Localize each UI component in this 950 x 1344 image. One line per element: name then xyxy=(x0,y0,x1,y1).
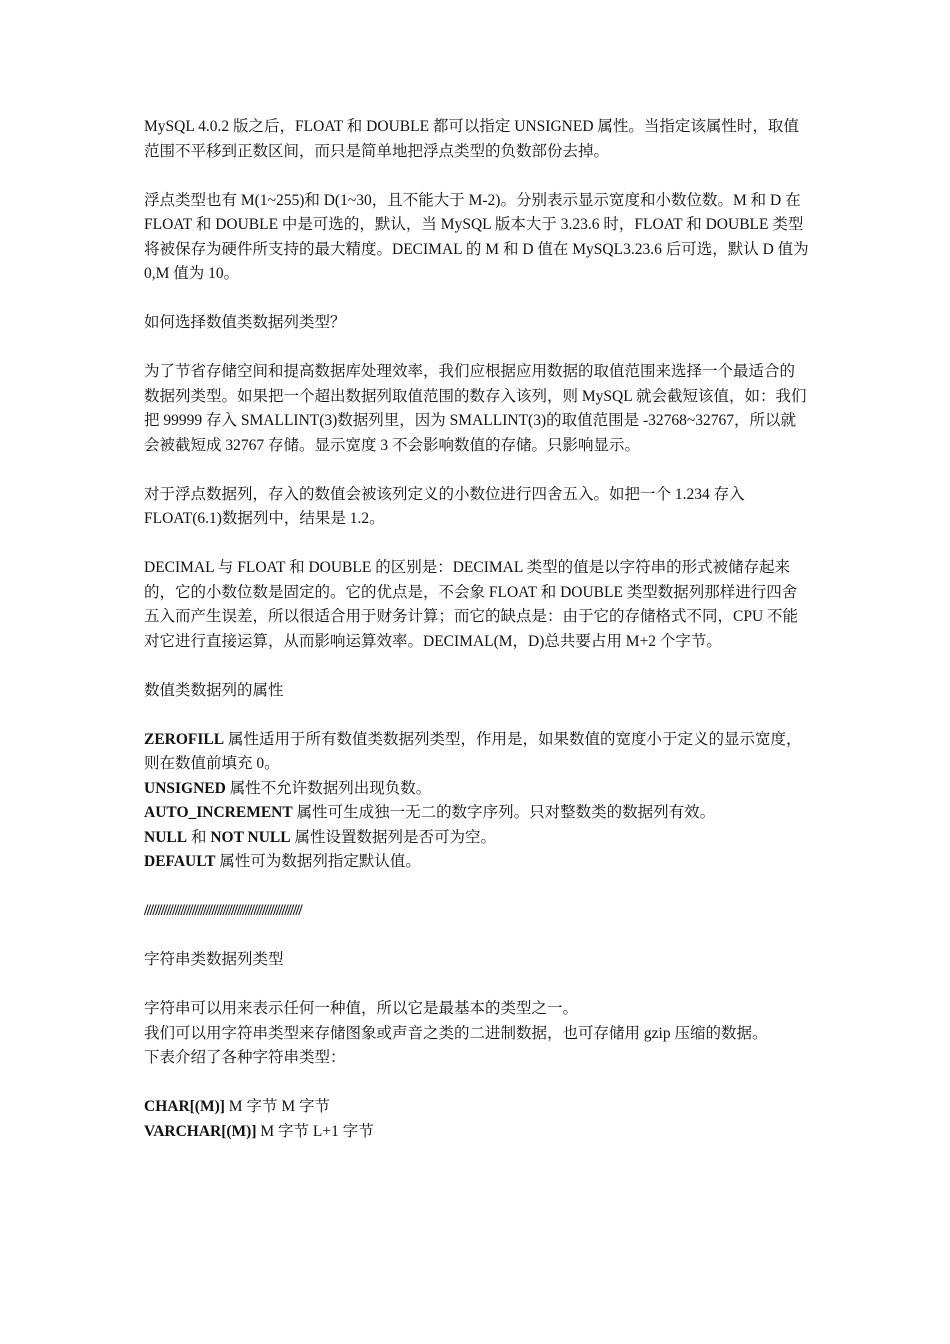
paragraph-unsigned-float: MySQL 4.0.2 版之后，FLOAT 和 DOUBLE 都可以指定 UNSIGNED 属性。当指定该属性时，取值范围不平移到正数区间，而只是简单地把浮点类型的负数部份去掉。 xyxy=(144,118,799,160)
heading-string-types: 字符串类数据列类型 xyxy=(144,951,284,968)
string-intro-line: 下表介绍了各种字符串类型： xyxy=(144,1049,346,1066)
paragraph-storage-efficiency: 为了节省存储空间和提高数据库处理效率，我们应根据应用数据的取值范围来选择一个最适合的数据列类型。如果把一个超出数据列取值范围的数存入该列，则 MySQL 就会截短该值，如：我们把 99999 存入 SMALLINT(3)数据列里，因为 SMALLINT(3)的取值范围是 -32768~32767，所以就会被截短成 32767 存储。显示宽度 3 不会影响数值的存储。只影响显示。 xyxy=(144,363,807,454)
attribute-keyword: AUTO_INCREMENT xyxy=(144,804,293,821)
string-type-size: M 字节 L+1 字节 xyxy=(256,1122,374,1140)
string-type-varchar xyxy=(144,1120,810,1145)
attribute-keyword: NULL xyxy=(144,828,188,846)
attribute-unsigned xyxy=(144,777,810,802)
attribute-keyword: NOT NULL xyxy=(210,828,291,846)
attribute-keyword: UNSIGNED xyxy=(144,779,226,797)
attribute-zerofill xyxy=(144,728,810,777)
paragraph-float-rounding: 对于浮点数据列，存入的数值会被该列定义的小数位进行四舍五入。如把一个 1.234 存入 FLOAT(6.1)数据列中，结果是 1.2。 xyxy=(144,485,745,527)
heading-choose-numeric-type: 如何选择数值类数据列类型？ xyxy=(144,314,346,331)
string-type-size: M 字节 M 字节 xyxy=(224,1098,330,1115)
attribute-connector: 和 xyxy=(187,828,211,846)
attribute-keyword: ZEROFILL xyxy=(144,730,225,748)
attribute-description: 属性设置数据列是否可为空。 xyxy=(290,828,496,846)
attribute-description: 属性可为数据列指定默认值。 xyxy=(215,853,421,870)
string-type-keyword: CHAR[(M)] xyxy=(144,1098,225,1115)
attribute-list xyxy=(144,728,810,875)
section-divider: //////////////////////////////////////////////////////// xyxy=(144,902,302,919)
string-intro xyxy=(144,997,810,1071)
attribute-default xyxy=(144,850,810,875)
attribute-description: 属性可生成独一无二的数字序列。只对整数类的数据列有效。 xyxy=(292,804,716,821)
string-intro-line: 字符串可以用来表示任何一种值，所以它是最基本的类型之一。 xyxy=(144,1000,579,1017)
string-type-keyword: VARCHAR[(M)] xyxy=(144,1122,257,1140)
attribute-description: 属性适用于所有数值类数据列类型，作用是，如果数值的宽度小于定义的显示宽度，则在数值前填充 0。 xyxy=(144,730,802,772)
attribute-description: 属性不允许数据列出现负数。 xyxy=(225,779,432,797)
paragraph-float-precision: 浮点类型也有 M(1~255)和 D(1~30，且不能大于 M-2)。分别表示显示宽度和小数位数。M 和 D 在 FLOAT 和 DOUBLE 中是可选的，默认，当 MySQL 版本大于 3.23.6 时，FLOAT 和 DOUBLE 类型将被保存为硬件所支持的最大精度。DECIMAL 的 M 和 D 值在 MySQL3.23.6 后可选，默认 D 值为 0,M 值为 10。 xyxy=(144,191,809,282)
paragraph-decimal-difference: DECIMAL 与 FLOAT 和 DOUBLE 的区别是：DECIMAL 类型的值是以字符串的形式被储存起来的，它的小数位数是固定的。它的优点是，不会象 FLOAT 和 DOUBLE 类型数据列那样进行四舍五入而产生误差，所以很适合用于财务计算；而它的缺点是：由于它的存储格式不同，CPU 不能对它进行直接运算，从而影响运算效率。DECIMAL(M，D)总共要占用 M+2 个字节。 xyxy=(144,559,799,650)
string-type-char xyxy=(144,1095,810,1120)
string-intro-line: 我们可以用字符串类型来存储图象或声音之类的二进制数据，也可存储用 gzip 压缩的数据。 xyxy=(144,1024,768,1042)
document-body xyxy=(144,115,810,1169)
attribute-null xyxy=(144,826,810,851)
attribute-auto-increment xyxy=(144,801,810,826)
attribute-keyword: DEFAULT xyxy=(144,853,216,870)
heading-numeric-attributes: 数值类数据列的属性 xyxy=(144,681,284,699)
string-type-list xyxy=(144,1095,810,1144)
